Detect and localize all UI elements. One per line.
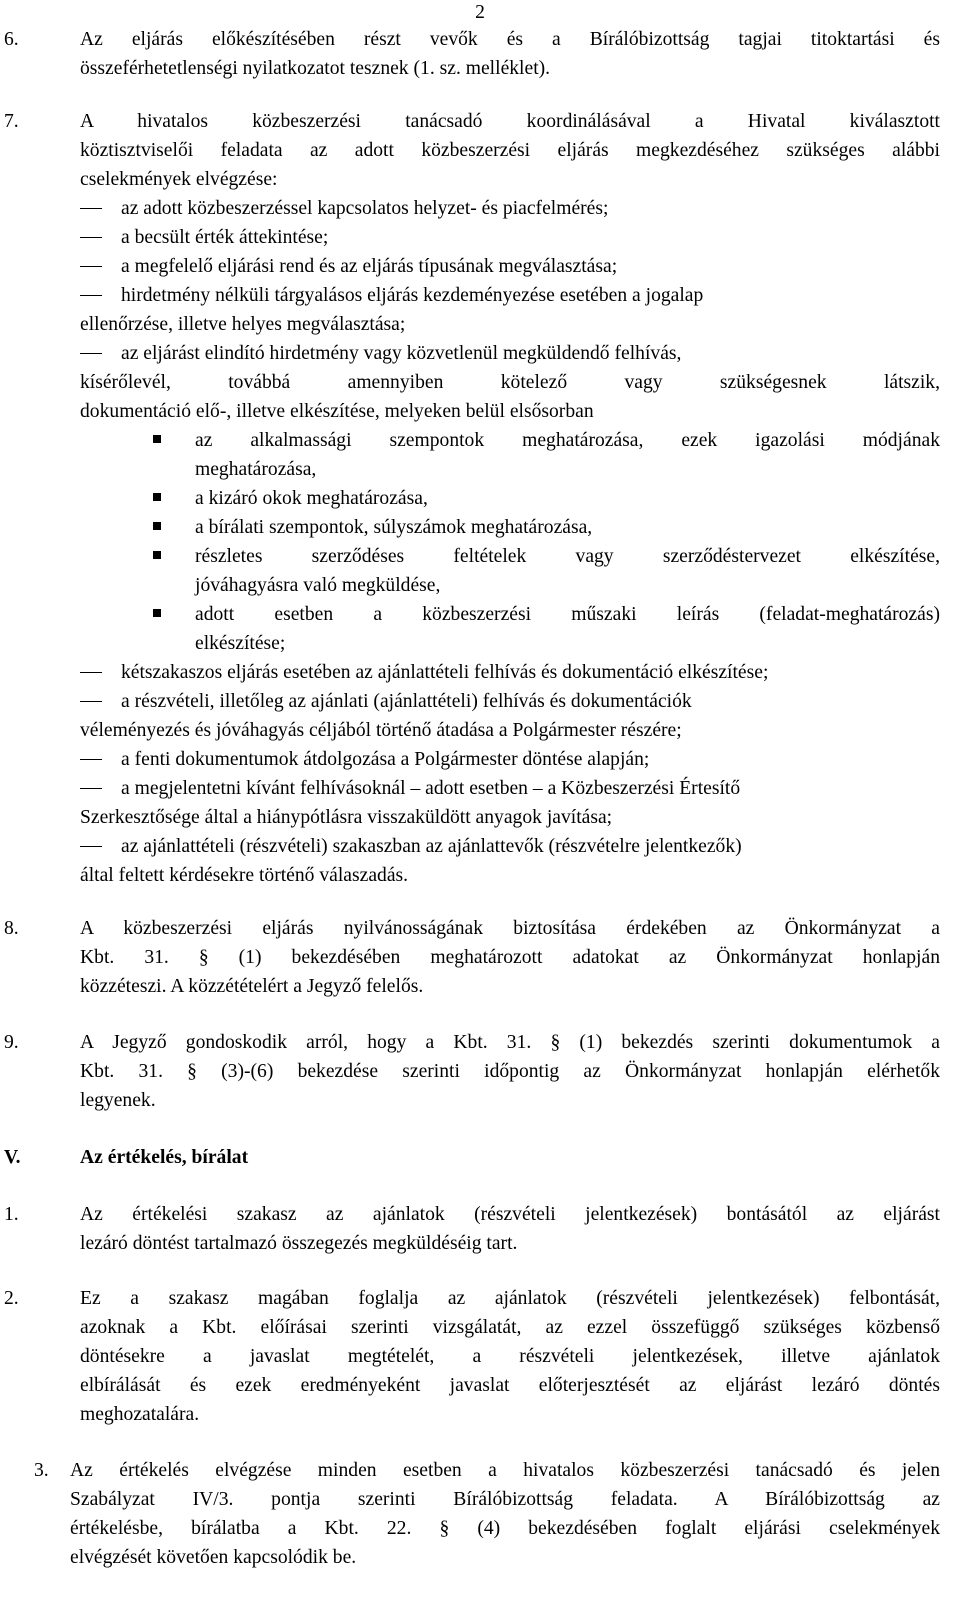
square-bullet-icon [153,551,161,559]
paragraph-number: 7. [4,111,19,132]
dash-bullet [80,672,102,673]
paragraph-number: 6. [4,29,19,50]
dash-bullet [80,237,102,238]
paragraph-text: A hivatalos közbeszerzési tanácsadó koordinálásával a Hivatal kiválasztott köztisztviselői feladata az adott közbeszerzési eljárás megkezdéséhez szükséges alábbi cselekmények elvégzése: [80,111,940,190]
dash-bullet [80,353,102,354]
square-bullet-icon [153,493,161,501]
paragraph-text: Ez a szakasz magában foglalja az ajánlatok (részvételi jelentkezések) felbontását, azoknak a Kbt. előírásai szerinti vizsgálatát, az ezzel összefüggő szükséges közbenső döntésekre a javaslat megtételét, a részvételi jelentkezések, illetve ajánlatok elbírálását és ezek eredményeként javaslat előterjesztését az eljárást lezáró döntés meghozatalára. [80,1288,940,1425]
square-bullet-icon [153,522,161,530]
dash-bullet [80,295,102,296]
dash-bullet [80,701,102,702]
paragraph-text: A közbeszerzési eljárás nyilvánosságának biztosítása érdekében az Önkormányzat a Kbt. 31. § (1) bekezdésében meghatározott adatokat az Önkormányzat honlapján közzéteszi. A közzétételért a Jegyző felelős. [80,918,940,997]
paragraph-number: 9. [4,1032,19,1053]
dash-bullet [80,266,102,267]
paragraph-number: 1. [4,1204,19,1225]
paragraph-number: 8. [4,918,19,939]
document-page: 2 6. Az eljárás előkészítésében részt vevők és a Bírálóbizottság tagjai titoktartási és összeférhetetlenségi nyilatkozatot tesznek (1. sz. melléklet). 7. A hivatalos közbeszerzési tanácsadó koordinálásával a Hivatal kiválasztott köztisztviselői feladata az adott közbeszerzési eljárás megkezdéséhez szükséges alábbi cselekmények elvégzése: az adott közbeszerzéssel kapcsolatos helyzet- és piacfelmérés; a becsült érték áttekintése; a megfelelő eljárási rend és az eljárás típusának megválasztása; hirdetmény nélküli tárgyalásos eljárás kezdeményezése esetében a jogalap ellenőrzése, illetve helyes megválasztása; az eljárást elindító hirdetmény vagy közvetlenül megküldendő felhívás, kísérőlevél, továbbá amennyiben kötelező vagy szükségesnek látszik, dokumentáció elő-, illetve elkészítése, melyeken belül elsősorban az alkalmassági szempontok meghatározása, ezek igazolási módjának meghatározása, a kizáró okok meghatározása, a bírálati szempontok, súlyszámok meghatározása, részletes szerződéses feltételek vagy szerződéstervezet elkészítése, jóváhagyásra való megküldése, adott esetben a közbeszerzési műszaki leírás (feladat-meghatározás) elkészítése; kétszakaszos eljárás esetében az ajánlattételi felhívás és dokumentáció elkészítése; a részvételi, illetőleg az ajánlati (ajánlattételi) felhívás és dokumentációk véleményezés és jóváhagyás céljából történő átadása a Polgármester részére; a fenti dokumentumok átdolgozása a Polgármester döntése alapján; a megjelentetni kívánt felhívásoknál – adott esetben – a Közbeszerzési Értesítő Szerkesztősége által a hiánypótlásra visszaküldött anyagok javítása; az ajánlattételi (részvételi) szakaszban az ajánlattevők (részvételre jelentkezők) által feltett kérdésekre történő válaszadás. 8. A közbeszerzési eljárás nyilvánosságának biztosítása érdekében az Önkormányzat a Kbt. 31. § (1) bekezdésében meghatározott adatokat az Önkormányzat honlapján közzéteszi. A közzétételért a Jegyző felelős. 9. A Jegyző gondoskodik arról, hogy a Kbt. 31. § (1) bekezdés szerinti dokumentumok a Kbt. 31. § (3)-(6) bekezdése szerinti időpontig az Önkormányzat honlapján elérhetők legyenek. V. Az értékelés, bírálat 1. Az értékelési szakasz az ajánlatok (részvételi jelentkezések) bontásától az eljárást lezáró döntést tartalmazó összegezés megküldéséig tart. 2. Ez a szakasz magában foglalja az ajánlatok (részvételi jelentkezések) felbontását, azoknak a Kbt. előírásai szerinti vizsgálatát, az ezzel összefüggő szükséges közbenső döntésekre a javaslat megtételét, a részvételi jelentkezések, illetve ajánlatok elbírálását és ezek eredményeként javaslat előterjesztését az eljárást lezáró döntés meghozatalára. 3. Az értékelés elvégzése minden esetben a hivatalos közbeszerzési tanácsadó és jelen Szabályzat IV/3. pontja szerinti Bírálóbizottság feladata. A Bírálóbizottság az értékelésbe, bírálatba a Kbt. 22. § (4) bekezdésében foglalt eljárási cselekmények elvégzését követően kapcsolódik be. [0,0,960,1597]
paragraph-text: Az értékelési szakasz az ajánlatok (részvételi jelentkezések) bontásától az eljárást lezáró döntést tartalmazó összegezés megküldéséig tart. [80,1204,940,1254]
dash-bullet [80,759,102,760]
paragraph-text: Az eljárás előkészítésében részt vevők és a Bírálóbizottság tagjai titoktartási és összeférhetetlenségi nyilatkozatot tesznek (1. sz. melléklet). [80,29,940,79]
dash-bullet [80,208,102,209]
dash-bullet [80,846,102,847]
paragraph-text: A Jegyző gondoskodik arról, hogy a Kbt. 31. § (1) bekezdés szerinti dokumentumok a Kbt. 31. § (3)-(6) bekezdése szerinti időpontig az Önkormányzat honlapján elérhetők legyenek. [80,1032,940,1111]
paragraph-number: 3. [34,1460,49,1481]
section-heading-title: Az értékelés, bírálat [80,1147,249,1168]
paragraph-number: 2. [4,1288,19,1309]
paragraph-text: Az értékelés elvégzése minden esetben a hivatalos közbeszerzési tanácsadó és jelen Szabályzat IV/3. pontja szerinti Bírálóbizottság feladata. A Bírálóbizottság az értékelésbe, bírálatba a Kbt. 22. § (4) bekezdésében foglalt eljárási cselekmények elvégzését követően kapcsolódik be. [70,1460,940,1568]
square-bullet-icon [153,435,161,443]
section-heading-number: V. [4,1147,21,1168]
page-number: 2 [475,2,485,23]
dash-bullet [80,788,102,789]
square-bullet-icon [153,609,161,617]
